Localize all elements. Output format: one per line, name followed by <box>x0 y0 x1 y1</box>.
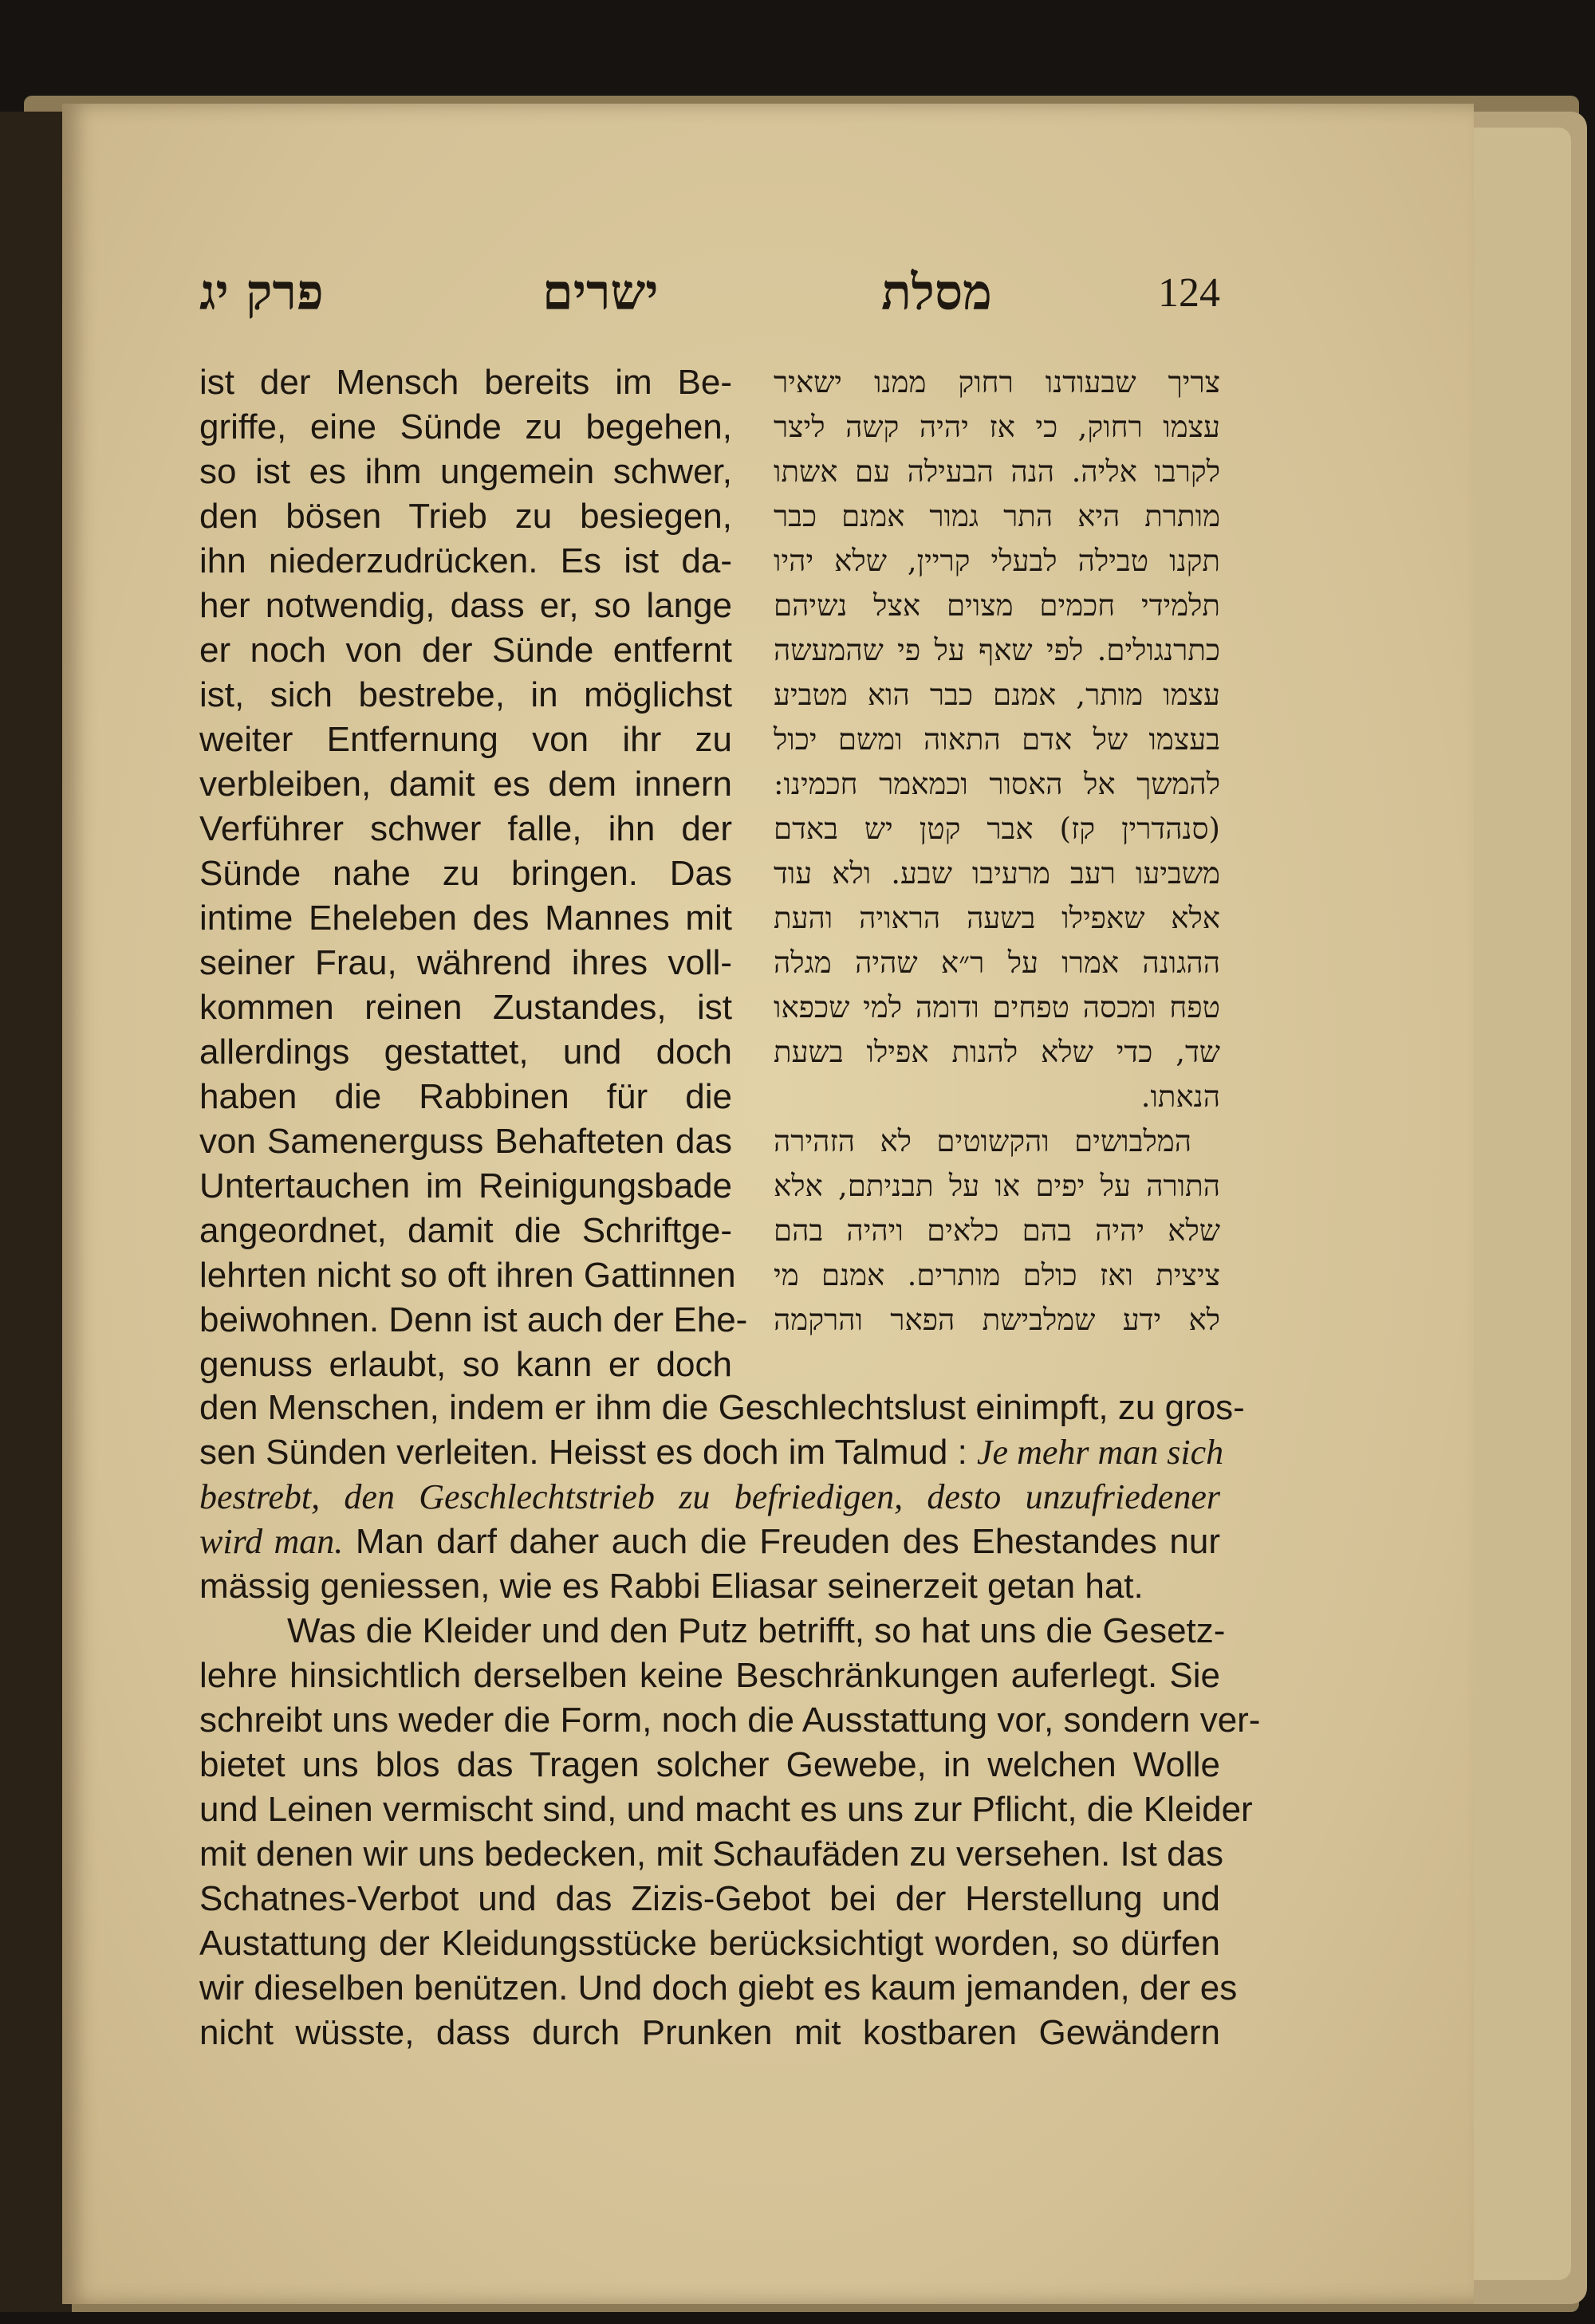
german-line: Untertauchen im Reinigungsbade <box>199 1166 732 1205</box>
german-line: den bösen Trieb zu besiegen, <box>199 497 732 536</box>
german-line: seiner Frau, während ihres voll- <box>199 943 732 982</box>
hebrew-line: שלא יהיה בהם כלאים ויהיה בהם <box>774 1213 1220 1248</box>
body-line: bietet uns blos das Tragen solcher Gewebe, in welchen Wolle <box>199 1745 1220 1784</box>
german-line: beiwohnen. Denn ist auch der Ehe- <box>199 1300 748 1339</box>
body-line: und Leinen vermischt sind, und macht es uns zur Pflicht, die Kleider <box>199 1790 1253 1829</box>
page-number: 124 <box>1158 270 1220 316</box>
body-line: Austattung der Kleidungsstücke berücksichtigt worden, so dürfen <box>199 1924 1220 1963</box>
body-line: den Menschen, indem er ihm die Geschlechtslust einimpft, zu gros- <box>199 1388 1245 1427</box>
german-line: angeordnet, damit die Schriftge- <box>199 1211 732 1250</box>
body-line: mässig geniessen, wie es Rabbi Eliasar seinerzeit getan hat. <box>199 1567 1144 1606</box>
talmud-quote: wird man. <box>199 1522 344 1561</box>
title-word-1: מסלת <box>881 263 992 321</box>
full-width-text <box>199 1386 1261 2055</box>
body-line: Was die Kleider und den Putz betrifft, so hat uns die Gesetz- <box>287 1611 1226 1650</box>
german-line: ihn niederzudrücken. Es ist da- <box>199 541 732 580</box>
german-line: allerdings gestattet, und doch <box>199 1032 732 1072</box>
german-line: her notwendig, dass er, so lange <box>199 586 732 625</box>
body-line: mit denen wir uns bedecken, mit Schaufäden zu versehen. Ist das <box>199 1834 1224 1874</box>
hebrew-line: טפח ומכסה טפחים ודומה למי שכפאו <box>774 990 1220 1024</box>
hebrew-line: הנאתו. <box>1140 1079 1220 1114</box>
body-line <box>199 1520 1220 1564</box>
hebrew-column <box>774 360 1220 1343</box>
german-line: weiter Entfernung von ihr zu <box>199 720 732 759</box>
hebrew-line: בעצמו של אדם התאוה ומשם יכול <box>774 722 1220 757</box>
german-line: verbleiben, damit es dem innern <box>199 765 732 804</box>
chapter-label: פרק יג <box>199 263 324 321</box>
body-line: schreibt uns weder die Form, noch die Ausstattung vor, sondern ver- <box>199 1701 1261 1740</box>
hebrew-line: תלמידי חכמים מצוים אצל נשיהם <box>774 588 1220 623</box>
german-line: so ist es ihm ungemein schwer, <box>199 452 732 491</box>
talmud-quote: Je mehr man sich <box>977 1433 1224 1472</box>
hebrew-line: אלא שאפילו בשעה הראויה והעת <box>774 901 1220 935</box>
hebrew-line: ההגונה אמרו על ר״א שהיה מגלה <box>774 946 1220 980</box>
german-line: griffe, eine Sünde zu begehen, <box>199 407 732 446</box>
german-line: lehrten nicht so oft ihren Gattinnen <box>199 1256 736 1295</box>
body-text: Man darf daher auch die Freuden des Ehestandes nur <box>343 1522 1220 1561</box>
german-line: kommen reinen Zustandes, ist <box>199 988 732 1027</box>
body-line: wir dieselben benützen. Und doch giebt es kaum jemanden, der es <box>199 1968 1238 2007</box>
hebrew-line: תקנו טבילה לבעלי קריין, שלא יהיו <box>774 544 1220 578</box>
body-line <box>199 1430 1224 1475</box>
hebrew-line: להמשך אל האסור וכמאמר חכמינו: <box>774 767 1220 801</box>
hebrew-line: כתרנגולים. לפי שאף על פי שהמעשה <box>774 633 1220 667</box>
body-line: nicht wüsste, dass durch Prunken mit kostbaren Gewändern <box>199 2013 1220 2052</box>
hebrew-line: צריך שבעודנו רחוק ממנו ישאיר <box>774 365 1220 399</box>
body-text: sen Sünden verleiten. Heisst es doch im Talmud : <box>199 1433 978 1472</box>
german-line: genuss erlaubt, so kann er doch <box>199 1345 732 1384</box>
running-header <box>199 263 1220 335</box>
talmud-quote: bestrebt, den Geschlechtstrieb zu befriedigen, desto unzufriedener <box>199 1477 1220 1516</box>
book-gutter <box>0 112 72 2312</box>
german-line: Verführer schwer falle, ihn der <box>199 809 732 848</box>
hebrew-line: משביעו רעב מרעיבו שבע. ולא עוד <box>774 856 1220 891</box>
german-column <box>199 360 748 1387</box>
hebrew-line: (סנהדרין קז) אבר קטן יש באדם <box>774 812 1220 846</box>
german-line: er noch von der Sünde entfernt <box>199 631 732 670</box>
hebrew-line: ציצית ואז כולם מותרים. אמנם מי <box>774 1258 1220 1292</box>
hebrew-line: מותרת היא התר גמור אמנם כבר <box>774 499 1220 533</box>
german-line: ist der Mensch bereits im Be- <box>199 363 732 402</box>
german-line: Sünde nahe zu bringen. Das <box>199 854 732 893</box>
hebrew-line: לא ידע שמלבישת הפאר והרקמה <box>774 1303 1220 1337</box>
hebrew-line: לקרבו אליה. הנה הבעילה עם אשתו <box>774 454 1220 489</box>
body-line: Schatnes-Verbot und das Zizis-Gebot bei der Herstellung und <box>199 1879 1220 1918</box>
german-line: von Samenerguss Behafteten das <box>199 1122 732 1161</box>
german-line: ist, sich bestrebe, in möglichst <box>199 675 732 714</box>
hebrew-line: התורה על יפים או על תבניתם, אלא <box>774 1169 1220 1203</box>
hebrew-line: שד, כדי שלא להנות אפילו בשעת <box>774 1035 1220 1069</box>
german-line: haben die Rabbinen für die <box>199 1077 732 1116</box>
body-line: lehre hinsichtlich derselben keine Beschränkungen auferlegt. Sie <box>199 1656 1220 1695</box>
hebrew-line: עצמו רחוק, כי אז יהיה קשה ליצר <box>774 410 1220 444</box>
hebrew-line: המלבושים והקשוטים לא הזהירה <box>774 1124 1191 1158</box>
hebrew-line: עצמו מותר, אמנם כבר הוא מטביע <box>774 678 1220 712</box>
german-line: intime Eheleben des Mannes mit <box>199 899 732 938</box>
title-word-2: ישרים <box>542 263 659 321</box>
